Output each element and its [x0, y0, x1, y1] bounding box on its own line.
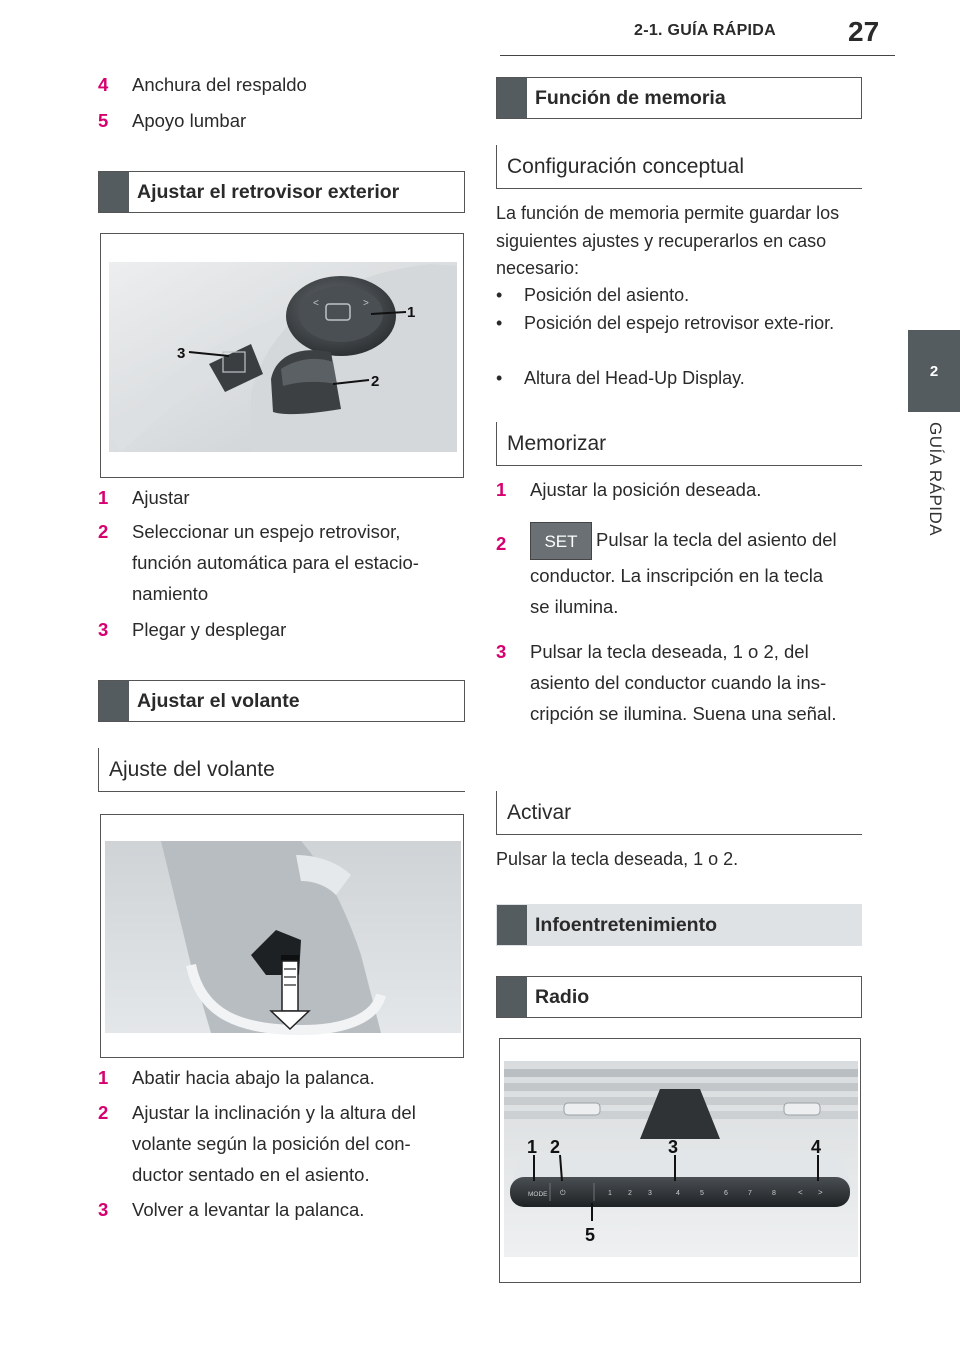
bullet-text: Posición del asiento. [524, 285, 690, 305]
list-item [98, 516, 448, 609]
activate-paragraph: Pulsar la tecla deseada, 1 o 2. [496, 849, 739, 869]
vent-tab [784, 1103, 820, 1115]
radio-button-label: > [818, 1188, 823, 1197]
radio-button-label: 6 [724, 1190, 728, 1197]
radio-button-label: MODE [528, 1191, 548, 1198]
item-text-body: Pulsar la tecla del asiento del conductor. La inscripción en la tecla se ilumina. [530, 528, 837, 617]
list-item [98, 614, 466, 645]
radio-button-label: 7 [748, 1190, 752, 1197]
radio-button-label: 5 [700, 1190, 704, 1197]
item-number: 1 [98, 487, 109, 508]
radio-controls-figure [499, 1038, 861, 1283]
item-number: 5 [98, 110, 109, 131]
arrow-glyph: < [313, 298, 319, 309]
item-number: 3 [496, 641, 507, 662]
section-title: Radio [535, 985, 590, 1008]
set-key-icon: SET [530, 522, 592, 560]
item-text: Anchura del respaldo [132, 74, 307, 95]
section-heading-memory [496, 77, 862, 119]
list-item [98, 1194, 466, 1225]
callout-label: 4 [811, 1137, 822, 1157]
chapter-tab [908, 330, 960, 412]
header-rule [500, 55, 895, 56]
list-item [496, 636, 862, 729]
item-number: 1 [496, 479, 507, 500]
subsection-heading: Memorizar [496, 422, 862, 466]
item-text: Apoyo lumbar [132, 110, 247, 131]
section-heading-mirror [98, 171, 465, 213]
vent-slat [504, 1069, 858, 1077]
radio-button-label: 8 [772, 1190, 776, 1197]
callout-label: 5 [585, 1225, 596, 1245]
radio-button-label: 3 [648, 1190, 652, 1197]
list-item [496, 522, 842, 622]
item-text: Seleccionar un espejo retrovisor, función automática para el estacio-namiento [132, 521, 419, 604]
bullet-text: Posición del espejo retrovisor exte-rior. [524, 313, 835, 333]
list-item [98, 1062, 466, 1093]
item-text: Volver a levantar la palanca. [132, 1199, 365, 1220]
section-heading-wheel [98, 680, 465, 722]
callout-label: 3 [177, 345, 186, 362]
bullet-item [496, 365, 858, 393]
bullet-dot: • [496, 368, 503, 388]
section-title: Ajustar el retrovisor exterior [137, 180, 400, 203]
callout-label: 3 [668, 1137, 679, 1157]
radio-button-label: < [798, 1188, 803, 1197]
item-number: 1 [98, 1067, 109, 1088]
running-header-section: 2-1. GUÍA RÁPIDA [634, 22, 777, 39]
list-item [98, 482, 466, 513]
callout-label: 1 [527, 1137, 538, 1157]
bullet-text: Altura del Head-Up Display. [524, 368, 745, 388]
item-number: 2 [98, 1102, 109, 1123]
section-title: Ajustar el volante [137, 689, 300, 712]
item-text [530, 522, 842, 622]
list-item [98, 69, 466, 100]
item-text: Plegar y desplegar [132, 619, 287, 640]
page-number: 27 [848, 16, 880, 47]
item-number: 2 [496, 533, 507, 554]
item-text: Abatir hacia abajo la palanca. [132, 1067, 375, 1088]
item-number: 4 [98, 74, 109, 95]
subsection-heading: Configuración conceptual [496, 145, 862, 189]
callout-label: 1 [407, 304, 416, 321]
section-title: Infoentretenimiento [535, 913, 718, 936]
bullet-dot: • [496, 285, 503, 305]
list-item [98, 105, 466, 136]
item-text: Ajustar la inclinación y la altura del volante según la posición del con-ductor sentado en el asiento. [132, 1102, 416, 1185]
vent-tab [564, 1103, 600, 1115]
list-item [98, 1097, 454, 1190]
callout-label: 2 [550, 1137, 561, 1157]
radio-button-label: 4 [676, 1190, 680, 1197]
section-title: Función de memoria [535, 86, 726, 109]
section-bar [497, 977, 527, 1017]
chapter-tab-label: GUÍA RÁPIDA [926, 422, 945, 537]
chapter-number: 2 [929, 362, 939, 380]
item-number: 2 [98, 521, 109, 542]
bullet-dot: • [496, 313, 503, 333]
mirror-control-figure [100, 233, 464, 478]
section-heading-infotainment [496, 904, 862, 946]
list-item [496, 474, 862, 505]
radio-button-label: 1 [608, 1190, 612, 1197]
section-heading-radio [496, 976, 862, 1018]
steering-lever-figure [100, 814, 464, 1058]
section-bar [99, 681, 129, 721]
sound-icon: ⏻ [560, 1190, 566, 1197]
item-number: 3 [98, 1199, 109, 1220]
item-text: Pulsar la tecla deseada, 1 o 2, del asiento del conductor cuando la ins-cripción se ilumina. Suena una señal. [530, 641, 837, 724]
section-bar [99, 172, 129, 212]
radio-button-label: 2 [628, 1190, 632, 1197]
section-bar [497, 905, 527, 945]
concept-paragraph: La función de memoria permite guardar los siguientes ajustes y recuperarlos en caso necesario: [496, 203, 840, 278]
bullet-item [496, 310, 846, 338]
subsection-heading: Ajuste del volante [98, 748, 465, 792]
callout-label: 2 [371, 373, 380, 390]
item-number: 3 [98, 619, 109, 640]
bullet-item [496, 282, 858, 310]
arrow-glyph: > [363, 298, 369, 309]
knob-face [299, 286, 383, 342]
subsection-heading: Activar [496, 791, 862, 835]
section-bar [497, 78, 527, 118]
item-text: Ajustar [132, 487, 190, 508]
item-text: Ajustar la posición deseada. [530, 479, 762, 500]
